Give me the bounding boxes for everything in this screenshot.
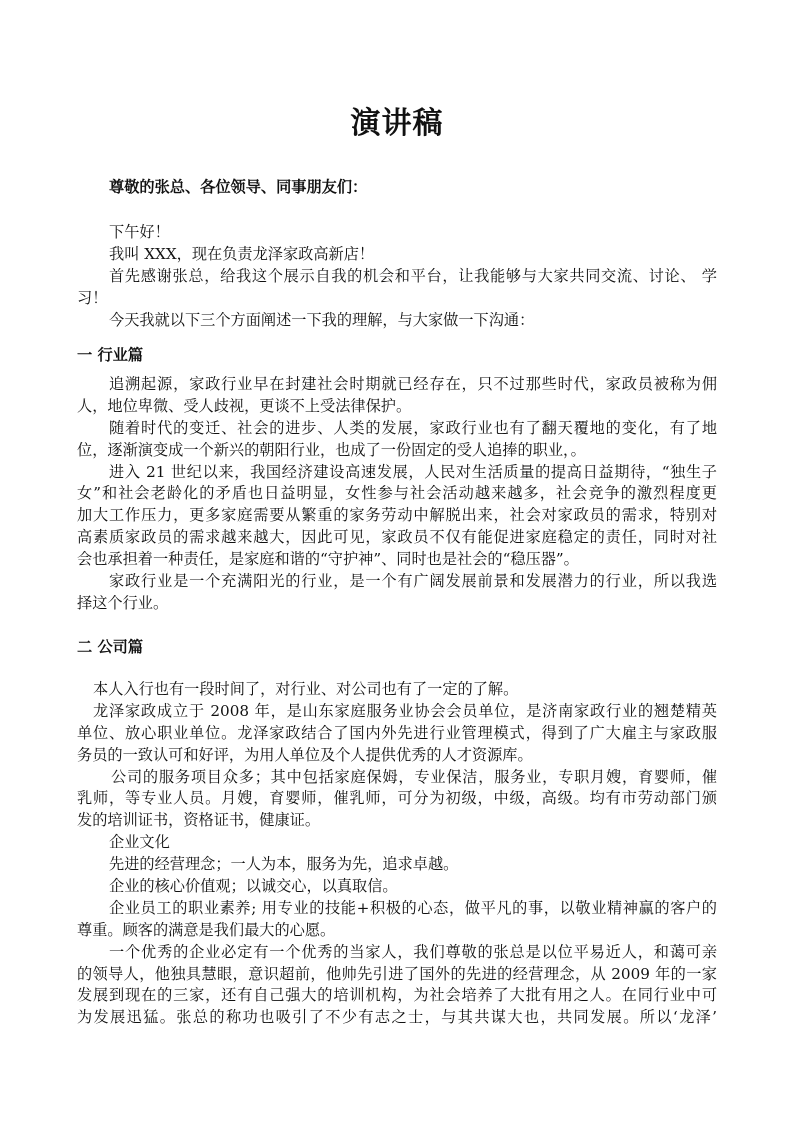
paragraph-line: 会也承担着一种责任，是家庭和谐的“守护神”、同时也是社会的“稳压器”。 xyxy=(77,550,579,569)
paragraph-line: 追溯起源，家政行业早在封建社会时期就已经存在，只不过那些时代，家政员被称为佣 xyxy=(109,375,717,393)
paragraph-line: 先进的经营理念；一人为本，服务为先，追求卓越。 xyxy=(109,855,459,874)
document-title: 演讲稿 xyxy=(350,106,444,141)
paragraph-line: 企业的核心价值观；以诚交心，以真取信。 xyxy=(109,877,398,896)
paragraph-line: 今天我就以下三个方面阐述一下我的理解，与大家做一下沟通： xyxy=(109,310,535,329)
paragraph-line: 家政行业是一个充满阳光的行业，是一个有广阔发展前景和发展潜力的行业，所以我选 xyxy=(109,572,717,591)
section-heading-company-block xyxy=(77,637,717,659)
paragraph-line: 下午好！ xyxy=(109,223,170,241)
paragraph-line: 首先感谢张总，给我这个展示自我的机会和平台，让我能够与大家共同交流、讨论、 学 xyxy=(109,266,717,285)
paragraph-line: 进入 21 世纪以来，我国经济建设高速发展，人民对生活质量的提高日益期待，“独生子 xyxy=(109,462,717,481)
paragraph-line: 我叫 XXX，现在负责龙泽家政高新店！ xyxy=(109,244,375,263)
paragraph-line: 女”和社会老龄化的矛盾也日益明显，女性参与社会活动越来越多，社会竞争的激烈程度更 xyxy=(77,484,717,503)
paragraph-line: 乳师，等专业人员。月嫂，育婴师，催乳师，可分为初级，中级，高级。均有市劳动部门颁 xyxy=(77,789,717,808)
paragraph-line: 择这个行业。 xyxy=(77,593,169,612)
intro-block xyxy=(77,222,717,331)
paragraph-line: 龙泽家政成立于 2008 年，是山东家庭服务业协会会员单位，是济南家政行业的翘楚精英 xyxy=(93,701,717,720)
paragraph-line: 公司的服务项目众多；其中包括家庭保姆，专业保洁，服务业，专职月嫂，育婴师，催 xyxy=(111,767,717,786)
paragraph-line: 位，逐渐演变成一个新兴的朝阳行业，也成了一份固定的受人追捧的职业，。 xyxy=(77,440,586,459)
paragraph-line: 企业文化 xyxy=(109,833,170,852)
paragraph-line: 人，地位卑微、受人歧视，更谈不上受法律保护。 xyxy=(77,396,412,415)
paragraph-line: 本人入行也有一段时间了，对行业、对公司也有了一定的了解。 xyxy=(93,680,519,698)
section-company-body xyxy=(77,679,717,1029)
section-heading-industry-block xyxy=(77,345,717,367)
paragraph-line: 随着时代的变迁、社会的进步、人类的发展，家政行业也有了翻天覆地的变化，有了地 xyxy=(109,418,717,437)
paragraph-line: 企业员工的职业素养; 用专业的技能+积极的心态，做平凡的事，以敬业精神赢的客户的 xyxy=(109,898,717,917)
paragraph-line: 发的培训证书，资格证书，健康证。 xyxy=(77,811,320,830)
paragraph-line: 的领导人，他独具慧眼，意识超前，他帅先引进了国外的先进的经营理念，从 2009 年的一家 xyxy=(77,964,717,983)
paragraph-line: 习！ xyxy=(77,288,108,307)
section-heading: 二 公司篇 xyxy=(77,638,144,656)
salutation: 尊敬的张总、各位领导、同事朋友们： xyxy=(109,178,368,196)
paragraph-line: 一个优秀的企业必定有一个优秀的当家人，我们尊敬的张总是以位平易近人，和蔼可亲 xyxy=(109,942,717,961)
paragraph-line: 尊重。顾客的满意是我们最大的心愿。 xyxy=(77,920,336,939)
paragraph-line: 单位、放心职业单位。龙泽家政结合了国内外先进行业管理模式，得到了广大雇主与家政服 xyxy=(77,723,717,742)
paragraph-line: 高素质家政员的需求越来越大，因此可见，家政员不仅有能促进家庭稳定的责任，同时对社 xyxy=(77,528,717,547)
paragraph-line: 发展到现在的三家，还有自己强大的培训机构，为社会培养了大批有用之人。在同行业中可 xyxy=(77,986,717,1005)
section-heading: 一 行业篇 xyxy=(77,346,144,364)
section-industry-body xyxy=(77,374,717,615)
paragraph-line: 为发展迅猛。张总的称功也吸引了不少有志之士，与其共谋大也，共同发展。所以‘龙泽’ xyxy=(77,1008,717,1027)
salutation-block xyxy=(77,177,717,199)
paragraph-line: 务员的一致认可和好评，为用人单位及个人提供优秀的人才资源库。 xyxy=(77,745,533,764)
paragraph-line: 加大工作压力，更多家庭需要从繁重的家务劳动中解脱出来，社会对家政员的需求，特别对 xyxy=(77,506,717,525)
